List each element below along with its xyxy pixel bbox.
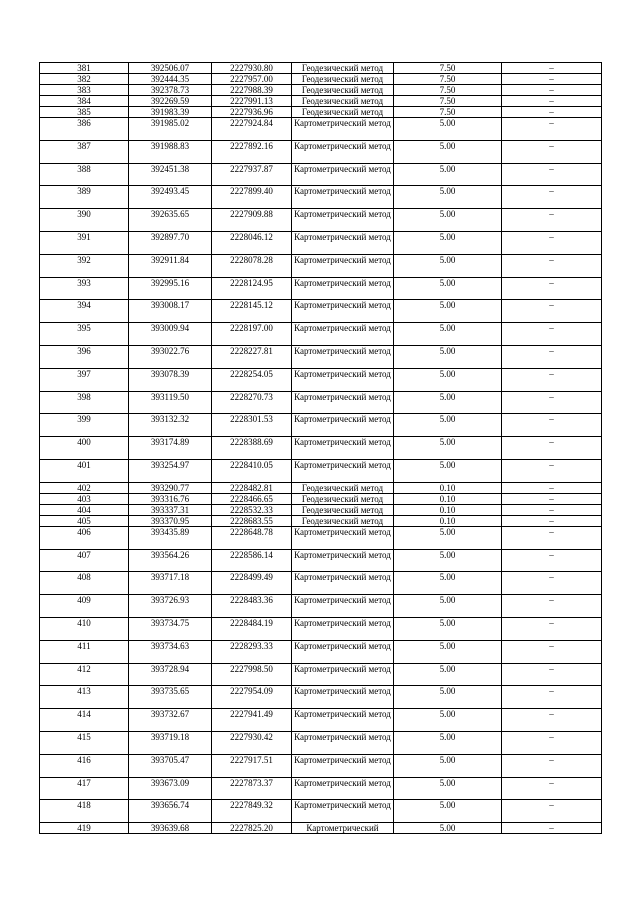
y-coordinate-cell: 2228483.36 [212,595,292,618]
x-coordinate-cell: 392378.73 [129,85,212,96]
point-number-cell: 391 [40,231,129,254]
point-number-cell: 395 [40,323,129,346]
table-row [40,493,602,504]
x-coordinate-cell: 393174.89 [129,437,212,460]
point-number-cell: 394 [40,300,129,323]
y-coordinate-cell: 2227849.32 [212,800,292,823]
table-row [40,549,602,572]
accuracy-cell: 5.00 [394,414,502,437]
x-coordinate-cell: 393370.95 [129,515,212,526]
accuracy-cell: 7.50 [394,107,502,118]
x-coordinate-cell: 392506.07 [129,63,212,74]
method-cell: Картометрический метод [292,323,394,346]
accuracy-cell: 5.00 [394,391,502,414]
method-cell: Геодезический метод [292,63,394,74]
y-coordinate-cell: 2227899.40 [212,186,292,209]
method-cell: Картометрический метод [292,140,394,163]
accuracy-cell: 5.00 [394,595,502,618]
x-coordinate-cell: 392269.59 [129,96,212,107]
point-number-cell: 398 [40,391,129,414]
x-coordinate-cell: 393022.76 [129,345,212,368]
note-cell: – [502,549,602,572]
method-cell: Картометрический метод [292,231,394,254]
x-coordinate-cell: 393705.47 [129,754,212,777]
accuracy-cell: 0.10 [394,493,502,504]
accuracy-cell: 0.10 [394,515,502,526]
accuracy-cell: 5.00 [394,754,502,777]
point-number-cell: 383 [40,85,129,96]
method-cell: Картометрический [292,823,394,834]
note-cell: – [502,300,602,323]
accuracy-cell: 5.00 [394,254,502,277]
note-cell: – [502,777,602,800]
table-row [40,437,602,460]
table-row [40,368,602,391]
table-row [40,482,602,493]
accuracy-cell: 5.00 [394,823,502,834]
method-cell: Картометрический метод [292,686,394,709]
point-number-cell: 390 [40,209,129,232]
accuracy-cell: 5.00 [394,709,502,732]
point-number-cell: 388 [40,163,129,186]
x-coordinate-cell: 392635.65 [129,209,212,232]
point-number-cell: 404 [40,504,129,515]
x-coordinate-cell: 393728.94 [129,663,212,686]
note-cell: – [502,63,602,74]
accuracy-cell: 5.00 [394,323,502,346]
method-cell: Картометрический метод [292,526,394,549]
note-cell: – [502,107,602,118]
accuracy-cell: 5.00 [394,800,502,823]
table-row [40,414,602,437]
note-cell: – [502,277,602,300]
table-row [40,345,602,368]
table-row [40,277,602,300]
method-cell: Картометрический метод [292,595,394,618]
note-cell: – [502,482,602,493]
point-number-cell: 406 [40,526,129,549]
x-coordinate-cell: 393008.17 [129,300,212,323]
accuracy-cell: 5.00 [394,549,502,572]
method-cell: Картометрический метод [292,731,394,754]
method-cell: Картометрический метод [292,572,394,595]
x-coordinate-cell: 391983.39 [129,107,212,118]
note-cell: – [502,368,602,391]
y-coordinate-cell: 2227930.80 [212,63,292,74]
x-coordinate-cell: 393734.75 [129,617,212,640]
note-cell: – [502,231,602,254]
table-row [40,515,602,526]
coordinates-table-body [40,63,602,834]
x-coordinate-cell: 392995.16 [129,277,212,300]
table-row [40,595,602,618]
x-coordinate-cell: 393732.67 [129,709,212,732]
table-row [40,85,602,96]
table-row [40,777,602,800]
table-row [40,526,602,549]
y-coordinate-cell: 2227909.88 [212,209,292,232]
note-cell: – [502,640,602,663]
point-number-cell: 417 [40,777,129,800]
y-coordinate-cell: 2227873.37 [212,777,292,800]
note-cell: – [502,254,602,277]
table-row [40,107,602,118]
point-number-cell: 385 [40,107,129,118]
point-number-cell: 411 [40,640,129,663]
x-coordinate-cell: 393078.39 [129,368,212,391]
method-cell: Геодезический метод [292,74,394,85]
y-coordinate-cell: 2228301.53 [212,414,292,437]
note-cell: – [502,515,602,526]
note-cell: – [502,800,602,823]
x-coordinate-cell: 393009.94 [129,323,212,346]
y-coordinate-cell: 2227924.84 [212,118,292,141]
point-number-cell: 386 [40,118,129,141]
accuracy-cell: 5.00 [394,300,502,323]
table-row [40,572,602,595]
method-cell: Картометрический метод [292,209,394,232]
y-coordinate-cell: 2228227.81 [212,345,292,368]
note-cell: – [502,504,602,515]
y-coordinate-cell: 2228145.12 [212,300,292,323]
x-coordinate-cell: 392493.45 [129,186,212,209]
table-row [40,186,602,209]
accuracy-cell: 7.50 [394,63,502,74]
point-number-cell: 410 [40,617,129,640]
method-cell: Картометрический метод [292,368,394,391]
note-cell: – [502,209,602,232]
point-number-cell: 405 [40,515,129,526]
y-coordinate-cell: 2227937.87 [212,163,292,186]
point-number-cell: 392 [40,254,129,277]
accuracy-cell: 5.00 [394,277,502,300]
note-cell: – [502,391,602,414]
y-coordinate-cell: 2228586.14 [212,549,292,572]
point-number-cell: 418 [40,800,129,823]
accuracy-cell: 7.50 [394,74,502,85]
accuracy-cell: 7.50 [394,96,502,107]
note-cell: – [502,731,602,754]
accuracy-cell: 7.50 [394,85,502,96]
method-cell: Картометрический метод [292,391,394,414]
y-coordinate-cell: 2228293.33 [212,640,292,663]
table-row [40,686,602,709]
method-cell: Картометрический метод [292,549,394,572]
method-cell: Картометрический метод [292,345,394,368]
note-cell: – [502,459,602,482]
method-cell: Геодезический метод [292,96,394,107]
y-coordinate-cell: 2228410.05 [212,459,292,482]
point-number-cell: 407 [40,549,129,572]
y-coordinate-cell: 2228046.12 [212,231,292,254]
method-cell: Картометрический метод [292,300,394,323]
point-number-cell: 387 [40,140,129,163]
y-coordinate-cell: 2227991.13 [212,96,292,107]
y-coordinate-cell: 2228648.78 [212,526,292,549]
y-coordinate-cell: 2227917.51 [212,754,292,777]
x-coordinate-cell: 393435.89 [129,526,212,549]
y-coordinate-cell: 2227930.42 [212,731,292,754]
note-cell: – [502,526,602,549]
table-row [40,209,602,232]
accuracy-cell: 5.00 [394,572,502,595]
point-number-cell: 382 [40,74,129,85]
x-coordinate-cell: 393735.65 [129,686,212,709]
y-coordinate-cell: 2228078.28 [212,254,292,277]
x-coordinate-cell: 393254.97 [129,459,212,482]
x-coordinate-cell: 393673.09 [129,777,212,800]
x-coordinate-cell: 393119.50 [129,391,212,414]
method-cell: Картометрический метод [292,254,394,277]
method-cell: Картометрический метод [292,617,394,640]
x-coordinate-cell: 393734.63 [129,640,212,663]
x-coordinate-cell: 393656.74 [129,800,212,823]
note-cell: – [502,85,602,96]
note-cell: – [502,709,602,732]
table-row [40,459,602,482]
note-cell: – [502,437,602,460]
method-cell: Картометрический метод [292,437,394,460]
point-number-cell: 408 [40,572,129,595]
x-coordinate-cell: 391985.02 [129,118,212,141]
accuracy-cell: 5.00 [394,459,502,482]
document-page [39,62,601,834]
point-number-cell: 409 [40,595,129,618]
method-cell: Картометрический метод [292,118,394,141]
table-row [40,504,602,515]
method-cell: Геодезический метод [292,482,394,493]
x-coordinate-cell: 393726.93 [129,595,212,618]
accuracy-cell: 5.00 [394,231,502,254]
point-number-cell: 415 [40,731,129,754]
table-row [40,140,602,163]
table-row [40,231,602,254]
point-number-cell: 389 [40,186,129,209]
point-number-cell: 412 [40,663,129,686]
note-cell: – [502,823,602,834]
table-row [40,63,602,74]
x-coordinate-cell: 393717.18 [129,572,212,595]
note-cell: – [502,323,602,346]
point-number-cell: 419 [40,823,129,834]
y-coordinate-cell: 2227941.49 [212,709,292,732]
method-cell: Картометрический метод [292,459,394,482]
method-cell: Картометрический метод [292,709,394,732]
table-row [40,300,602,323]
point-number-cell: 416 [40,754,129,777]
accuracy-cell: 5.00 [394,437,502,460]
table-row [40,254,602,277]
note-cell: – [502,140,602,163]
x-coordinate-cell: 393316.76 [129,493,212,504]
method-cell: Геодезический метод [292,515,394,526]
x-coordinate-cell: 393564.26 [129,549,212,572]
coordinates-table [39,62,602,834]
method-cell: Картометрический метод [292,163,394,186]
note-cell: – [502,754,602,777]
x-coordinate-cell: 392911.84 [129,254,212,277]
table-row [40,74,602,85]
y-coordinate-cell: 2228484.19 [212,617,292,640]
note-cell: – [502,493,602,504]
note-cell: – [502,663,602,686]
point-number-cell: 414 [40,709,129,732]
method-cell: Картометрический метод [292,277,394,300]
point-number-cell: 396 [40,345,129,368]
y-coordinate-cell: 2227998.50 [212,663,292,686]
point-number-cell: 381 [40,63,129,74]
accuracy-cell: 5.00 [394,617,502,640]
x-coordinate-cell: 392451.38 [129,163,212,186]
table-row [40,754,602,777]
method-cell: Геодезический метод [292,85,394,96]
note-cell: – [502,595,602,618]
note-cell: – [502,74,602,85]
accuracy-cell: 5.00 [394,140,502,163]
table-row [40,640,602,663]
x-coordinate-cell: 393290.77 [129,482,212,493]
note-cell: – [502,414,602,437]
accuracy-cell: 5.00 [394,686,502,709]
x-coordinate-cell: 392444.35 [129,74,212,85]
point-number-cell: 401 [40,459,129,482]
accuracy-cell: 0.10 [394,482,502,493]
y-coordinate-cell: 2228532.33 [212,504,292,515]
x-coordinate-cell: 392897.70 [129,231,212,254]
accuracy-cell: 5.00 [394,663,502,686]
table-row [40,163,602,186]
note-cell: – [502,96,602,107]
y-coordinate-cell: 2227988.39 [212,85,292,96]
y-coordinate-cell: 2228683.55 [212,515,292,526]
accuracy-cell: 5.00 [394,345,502,368]
y-coordinate-cell: 2228466.65 [212,493,292,504]
method-cell: Картометрический метод [292,640,394,663]
table-row [40,731,602,754]
y-coordinate-cell: 2227825.20 [212,823,292,834]
table-row [40,118,602,141]
accuracy-cell: 5.00 [394,640,502,663]
table-row [40,391,602,414]
point-number-cell: 393 [40,277,129,300]
table-row [40,617,602,640]
note-cell: – [502,345,602,368]
y-coordinate-cell: 2228124.95 [212,277,292,300]
method-cell: Картометрический метод [292,663,394,686]
method-cell: Геодезический метод [292,107,394,118]
method-cell: Картометрический метод [292,800,394,823]
table-row [40,709,602,732]
note-cell: – [502,572,602,595]
table-row [40,323,602,346]
x-coordinate-cell: 393337.31 [129,504,212,515]
y-coordinate-cell: 2228499.49 [212,572,292,595]
note-cell: – [502,186,602,209]
y-coordinate-cell: 2228388.69 [212,437,292,460]
accuracy-cell: 5.00 [394,186,502,209]
y-coordinate-cell: 2227892.16 [212,140,292,163]
point-number-cell: 400 [40,437,129,460]
point-number-cell: 402 [40,482,129,493]
accuracy-cell: 5.00 [394,731,502,754]
accuracy-cell: 0.10 [394,504,502,515]
accuracy-cell: 5.00 [394,118,502,141]
table-row [40,96,602,107]
method-cell: Картометрический метод [292,754,394,777]
y-coordinate-cell: 2228270.73 [212,391,292,414]
y-coordinate-cell: 2227957.00 [212,74,292,85]
note-cell: – [502,686,602,709]
accuracy-cell: 5.00 [394,777,502,800]
point-number-cell: 403 [40,493,129,504]
x-coordinate-cell: 393719.18 [129,731,212,754]
table-row [40,823,602,834]
note-cell: – [502,617,602,640]
point-number-cell: 413 [40,686,129,709]
note-cell: – [502,118,602,141]
point-number-cell: 384 [40,96,129,107]
method-cell: Картометрический метод [292,186,394,209]
table-row [40,800,602,823]
point-number-cell: 399 [40,414,129,437]
y-coordinate-cell: 2227936.96 [212,107,292,118]
y-coordinate-cell: 2228482.81 [212,482,292,493]
method-cell: Геодезический метод [292,493,394,504]
accuracy-cell: 5.00 [394,368,502,391]
accuracy-cell: 5.00 [394,209,502,232]
method-cell: Картометрический метод [292,777,394,800]
note-cell: – [502,163,602,186]
table-row [40,663,602,686]
x-coordinate-cell: 391988.83 [129,140,212,163]
method-cell: Картометрический метод [292,414,394,437]
point-number-cell: 397 [40,368,129,391]
x-coordinate-cell: 393639.68 [129,823,212,834]
y-coordinate-cell: 2228254.05 [212,368,292,391]
x-coordinate-cell: 393132.32 [129,414,212,437]
y-coordinate-cell: 2228197.00 [212,323,292,346]
accuracy-cell: 5.00 [394,163,502,186]
method-cell: Геодезический метод [292,504,394,515]
y-coordinate-cell: 2227954.09 [212,686,292,709]
accuracy-cell: 5.00 [394,526,502,549]
